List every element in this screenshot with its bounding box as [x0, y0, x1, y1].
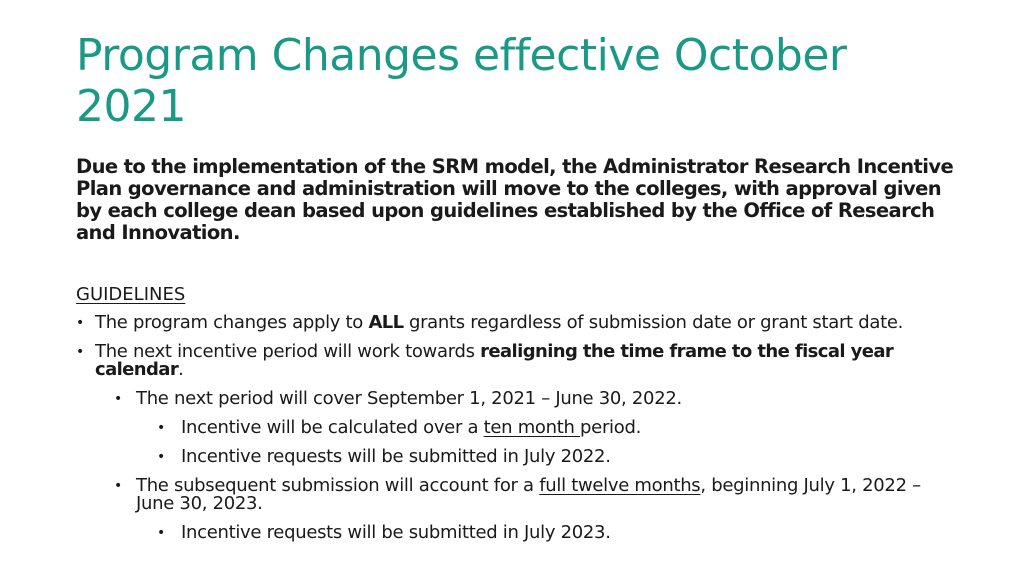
- item-emphasis: realigning the time frame to the fiscal year calendar: [95, 341, 894, 380]
- bullet-icon: •: [76, 344, 84, 360]
- list-item-july-2023: [157, 524, 956, 542]
- guidelines-heading: GUIDELINES: [76, 284, 186, 305]
- item-text: , beginning July 1, 2022 – June 30, 2023.: [136, 475, 921, 514]
- bullet-icon: •: [157, 449, 165, 465]
- list-item-all-grants: [76, 314, 956, 332]
- item-text: Incentive requests will be submitted in July 2022.: [181, 446, 611, 467]
- slide: [76, 30, 956, 542]
- item-underline: ten month: [483, 417, 581, 438]
- item-text: The subsequent submission will account for a: [136, 475, 540, 496]
- item-text: Incentive will be calculated over a: [181, 417, 484, 438]
- item-text: The next incentive period will work towards: [95, 341, 481, 362]
- item-text: The next period will cover September 1, 2021 – June 30, 2022.: [136, 388, 682, 409]
- bullet-icon: •: [157, 525, 165, 541]
- list-item-next-period: [114, 390, 956, 466]
- item-underline: full twelve months: [539, 475, 701, 496]
- sub-sub-list: [157, 419, 956, 466]
- item-text: The program changes apply to: [95, 312, 369, 333]
- bullet-icon: •: [114, 391, 122, 407]
- bullet-icon: •: [157, 420, 165, 436]
- item-text: grants regardless of submission date or grant start date.: [403, 312, 904, 333]
- item-text: period.: [580, 417, 642, 438]
- list-item-ten-month: [157, 419, 956, 437]
- list-item-july-2022: [157, 448, 956, 466]
- item-emphasis: ALL: [368, 312, 404, 333]
- item-text: Incentive requests will be submitted in July 2023.: [181, 522, 611, 543]
- intro-paragraph: Due to the implementation of the SRM model, the Administrator Research Incentive Plan governance and administration will move to the colleges, with approval given by each college dean based upon guidelines established by the Office of Research and Innovation.: [76, 155, 954, 244]
- slide-title: Program Changes effective October 2021: [76, 30, 847, 132]
- sub-list: [114, 390, 956, 542]
- list-item-subsequent: [114, 477, 956, 542]
- item-text: .: [178, 359, 184, 380]
- bullet-icon: •: [114, 478, 122, 494]
- sub-sub-list: [157, 524, 956, 542]
- list-item-realigning: [76, 343, 956, 542]
- bullet-icon: •: [76, 315, 84, 331]
- guidelines-list: [76, 314, 956, 542]
